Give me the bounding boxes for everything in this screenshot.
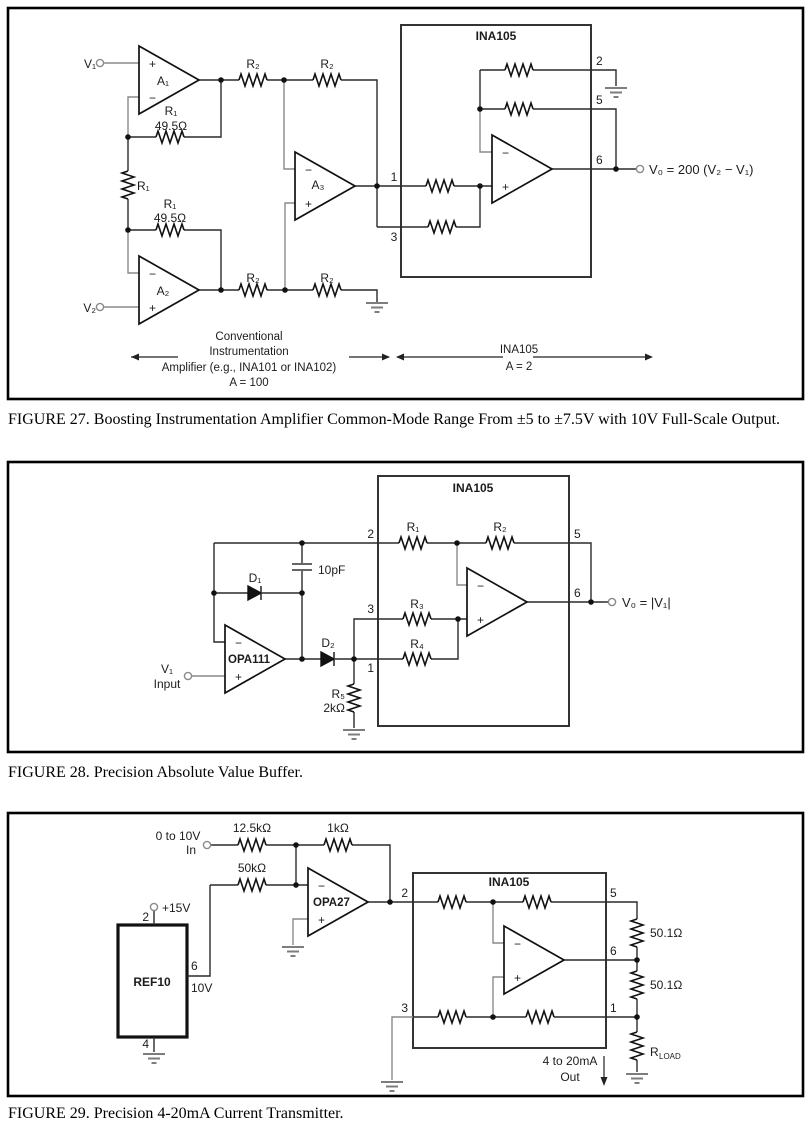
fig29-resistor-50k [238,879,266,891]
fig29-ref10-pin4-label: 4 [142,1037,149,1051]
junction-dot [455,616,461,622]
fig29-current-arrow [601,1056,608,1086]
fig28-cap-value: 10pF [318,563,346,577]
fig27-r2-label: R₂ [320,57,334,71]
figure28-caption: FIGURE 28. Precision Absolute Value Buffer. [8,764,303,781]
fig29-input-terminal [203,841,210,848]
arrow-left-icon [131,354,139,361]
fig27-ina105-title: INA105 [475,29,517,43]
fig27-r2-label: R₂ [246,57,260,71]
fig29-resistor-50r1-top [631,919,643,947]
fig27-resistor-r1-mid [122,171,134,199]
fig28-pin1-label: 1 [367,661,374,675]
figure-29 [8,813,803,1122]
fig29-ina105-resistor-top-right [523,896,551,908]
fig29-ina105-resistor-bottom-left [438,1011,466,1023]
fig29-input-label-line1: 0 to 10V [155,829,201,843]
fig29-ina105-resistor-top-left [438,896,466,908]
fig29-r50-bottom-label: 50.1Ω [650,978,683,992]
fig27-note-left-line3: Amplifier (e.g., INA101 or INA102) [161,362,337,374]
fig29-ref10-pin6-label: 6 [191,959,198,973]
fig28-pin5-label: 5 [574,527,581,541]
junction-dot [374,183,380,189]
fig27-a1-plus-sign: + [149,57,157,71]
fig29-input-label-line2: In [185,843,197,857]
fig27-a1-minus-sign: − [149,91,157,105]
fig27-resistor-r1-a2fb [156,224,184,236]
fig28-opa111-plus-sign: + [235,670,243,684]
fig27-ina105-resistor-top [505,64,533,76]
fig29-ina-minus-sign: − [514,937,522,951]
figure27-caption: FIGURE 27. Boosting Instrumentation Amplifier Common-Mode Range From ±5 to ±7.5V with 10V Full-Scale Output. [8,411,781,428]
fig28-v1-terminal [184,672,191,679]
fig29-ground-ref10-icon [143,1054,165,1063]
fig27-ina-plus-sign: + [502,180,510,194]
fig28-ina105-title: INA105 [452,481,494,495]
junction-dot [282,287,288,293]
fig28-opa111-label: OPA111 [228,654,270,666]
fig27-opamp-a3 [295,152,355,220]
fig29-wires [154,845,637,1072]
junction-dot [299,590,305,596]
fig27-output-terminal [636,165,643,172]
fig29-pin5-label: 5 [610,886,617,900]
fig29-ground-opa27-icon [282,947,304,956]
fig29-pin6-label: 6 [610,944,617,958]
fig27-output-formula: V₀ = 200 (V₂ − V₁) [649,162,754,177]
fig28-r5-label: R₅ [331,687,345,701]
fig27-note-right-line1: INA105 [499,344,539,356]
figure-28 [8,462,803,781]
fig27-r2-label: R₂ [246,271,260,285]
junction-dot [387,899,393,905]
fig28-resistor-r1 [399,537,427,549]
fig28-wires [214,543,608,728]
fig27-note-left-line4: A = 100 [229,377,269,389]
junction-dot [299,540,305,546]
fig27-a2-label: A₂ [156,284,170,298]
fig29-wires-gray [293,902,504,1080]
fig28-r2-label: R₂ [493,520,507,534]
fig27-ground-pin2-icon [605,88,627,97]
fig27-resistor-r2-b [313,74,341,86]
fig27-pin1-label: 1 [390,170,398,184]
junction-dot [218,287,224,293]
fig27-a2-minus-sign: − [149,267,157,281]
junction-dot [299,656,305,662]
fig29-ref10-pin2-label: 2 [142,910,149,924]
fig27-resistor-r2-c [239,284,267,296]
fig27-a2-plus-sign: + [149,301,157,315]
fig28-pin6-label: 6 [574,586,581,600]
fig29-resistor-1k [324,839,352,851]
fig27-note-right-line2: A = 2 [505,361,533,373]
fig29-ina-plus-sign: + [514,971,522,985]
fig27-v2-label: V₂ [83,301,96,315]
fig28-pin3-label: 3 [367,602,374,616]
fig27-r2-label: R₂ [320,271,334,285]
fig27-ina105-resistor-pin1 [426,180,454,192]
fig29-r50-top-label: 50.1Ω [650,926,683,940]
fig27-a3-label: A₃ [311,178,325,192]
fig27-r1-mid-label: R₁ [137,179,150,193]
fig29-r12k5-label: 12.5kΩ [232,821,272,835]
fig29-ina105-resistor-bottom-right [526,1011,554,1023]
fig29-rload-label: R [650,1045,659,1059]
fig28-pin2-label: 2 [367,527,374,541]
fig27-pin2-label: 2 [596,54,603,68]
fig27-v1-terminal [96,59,103,66]
junction-dot [125,134,131,140]
figure-27 [8,8,803,428]
arrow-left-icon [396,354,404,361]
fig27-ina105-resistor-pin3 [428,221,456,233]
fig29-r50k-label: 50kΩ [237,861,267,875]
fig27-a3-minus-sign: − [305,163,313,177]
fig27-r1-label: R₁ [163,197,177,211]
fig27-pin6-label: 6 [596,153,603,167]
junction-dot [211,590,217,596]
junction-dot [477,106,483,112]
fig27-pin5-label: 5 [596,93,603,107]
fig27-ina-minus-sign: − [502,146,510,160]
junction-dot [588,599,594,605]
fig27-wires [128,70,636,302]
fig28-ina105-opamp [467,568,527,636]
fig29-r1k-label: 1kΩ [327,821,349,835]
arrow-right-icon [382,354,390,361]
figure29-border [8,813,803,1096]
fig29-ref10-label: REF10 [133,975,171,989]
fig27-ina105-opamp [492,135,552,203]
fig28-r1-label: R₁ [406,520,420,534]
arrow-down-icon [601,1077,608,1086]
fig28-resistor-r5 [348,684,360,712]
junction-dot [613,166,619,172]
junction-dot [454,540,460,546]
junction-dot [218,77,224,83]
junction-dot [490,899,496,905]
fig27-a1-label: A₁ [156,74,170,88]
fig27-pin3-label: 3 [390,230,398,244]
fig29-pin1-label: 1 [610,1001,617,1015]
junction-dot [293,842,299,848]
fig29-ground-pin3-icon [381,1082,403,1091]
fig29-out-label-line1: 4 to 20mA [542,1054,598,1068]
fig28-d1-label: D₁ [248,571,262,585]
fig28-resistor-r4 [403,653,431,665]
fig28-r4-label: R₄ [410,637,424,651]
figure29-caption: FIGURE 29. Precision 4-20mA Current Transmitter. [8,1105,344,1122]
fig27-a3-plus-sign: + [305,197,313,211]
fig27-r1-value: 49.5Ω [153,211,187,225]
fig29-ina105-opamp [504,926,564,994]
fig28-resistor-r2 [486,537,514,549]
fig28-r3-label: R₃ [410,597,424,611]
fig28-ground-r5-icon [343,730,365,739]
junction-dot [125,227,131,233]
fig28-capacitor-10pf [292,564,312,570]
fig27-span-annotation [131,331,653,389]
fig27-resistor-r2-a [239,74,267,86]
junction-dot [351,656,357,662]
fig29-supply-terminal [150,903,157,910]
fig27-note-left-line2: Instrumentation [209,346,289,358]
junction-dot [634,957,640,963]
fig28-d2-label: D₂ [321,636,335,650]
junction-dot [293,882,299,888]
fig28-r5-value: 2kΩ [323,701,345,715]
arrow-right-icon [645,354,653,361]
fig28-resistor-r3 [403,613,431,625]
fig27-resistor-r2-d [313,284,341,296]
fig29-ina105-title: INA105 [488,875,530,889]
fig29-ground-rload-icon [626,1074,648,1083]
fig29-opa27-plus-sign: + [318,913,326,927]
junction-dot [281,77,287,83]
fig28-output-formula: V₀ = |V₁| [622,595,671,610]
junction-dot [477,183,483,189]
fig28-diode-d1 [248,586,261,600]
fig27-ground-r2-icon [366,303,388,312]
fig28-diode-d2 [321,652,334,666]
fig29-resistor-12k5 [238,839,266,851]
fig29-supply-label: +15V [162,901,191,915]
junction-dot [634,1014,640,1020]
fig29-out-label-line2: Out [560,1070,580,1084]
fig29-pin2-label: 2 [401,886,408,900]
fig28-output-terminal [608,598,615,605]
fig29-resistor-rload [631,1032,643,1060]
fig29-resistor-50r1-bottom [631,971,643,999]
fig27-r1-label: R₁ [164,104,178,118]
fig28-v1-label: V₁ [160,662,174,676]
fig27-v1-label: V₁ [83,57,96,71]
fig28-input-label: Input [153,677,181,691]
figure28-border [8,462,803,752]
fig27-v2-terminal [96,303,103,310]
fig29-pin3-label: 3 [401,1001,408,1015]
fig29-opa27-label: OPA27 [313,897,350,909]
fig28-ina-minus-sign: − [477,579,485,593]
fig28-opa111-minus-sign: − [235,636,243,650]
fig29-rload-subscript: LOAD [659,1052,681,1061]
junction-dot [490,1014,496,1020]
fig29-opa27-minus-sign: − [318,879,326,893]
fig27-note-left-line1: Conventional [215,331,283,343]
fig27-ina105-resistor-fb [505,103,533,115]
fig29-ref10-output-label: 10V [191,981,213,995]
figure27-border [8,8,803,399]
fig27-r1-value: 49.5Ω [154,119,188,133]
fig28-ina-plus-sign: + [477,613,485,627]
